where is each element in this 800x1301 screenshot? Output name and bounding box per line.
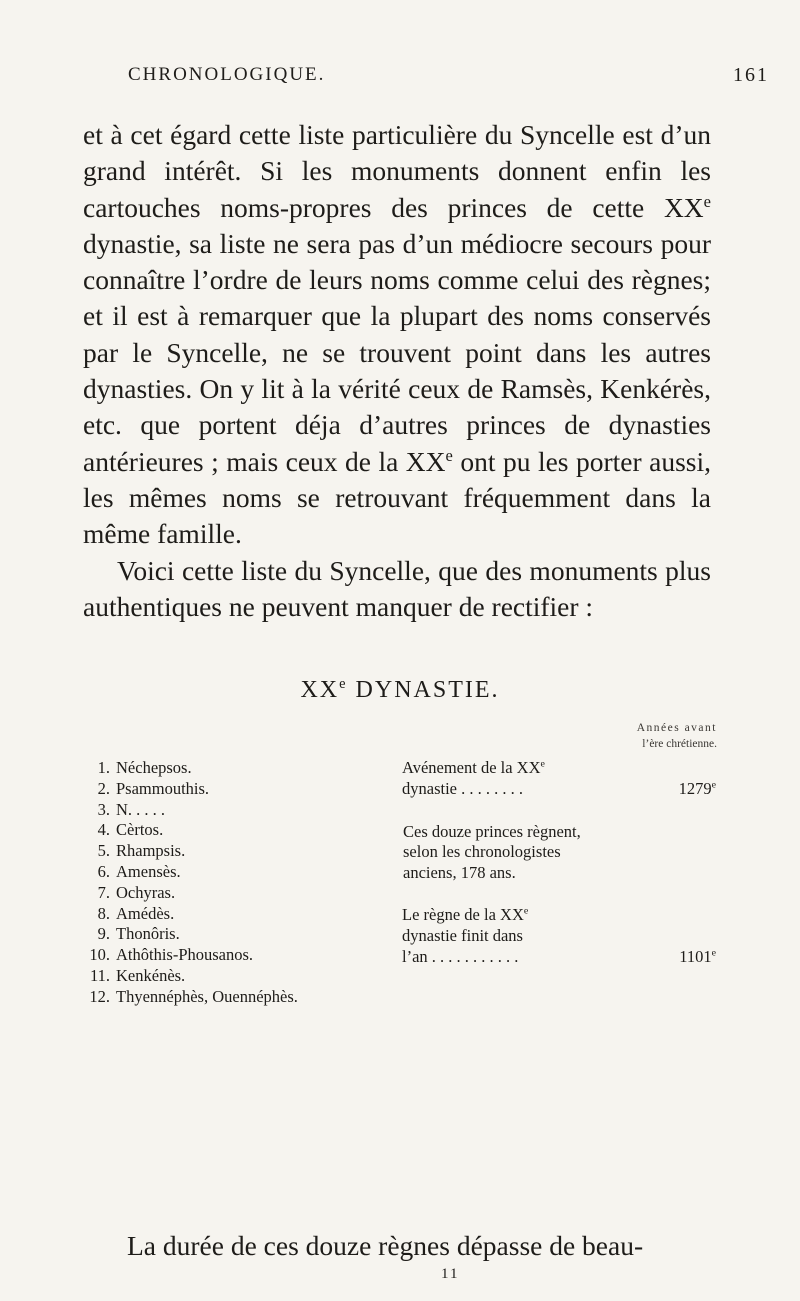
king-name: Ochyras. [116,882,176,902]
king-list-item [74,758,374,779]
king-name: Cèrtos. [116,820,164,840]
king-list-item [74,820,374,841]
paragraph-1-part-a: et à cet égard cette liste particulière du Syncelle est d’un grand intérêt. Si les monuments donnent enfin les cartouches noms-propres des princes de cette XX [83,119,711,223]
king-number: 7. [97,882,110,902]
king-number: 6. [97,861,110,881]
king-name: Rhampsis. [116,841,186,861]
superscript: e [703,191,711,211]
paragraph-2: Voici cette liste du Syncelle, que des monuments plus authentiques ne peuvent manquer de rectifier : [83,554,711,622]
accession-year [679,779,716,800]
superscript: e [540,758,545,770]
dynasty-notes [398,758,716,967]
section-title [0,677,800,704]
page-number: 161 [733,64,769,86]
king-name: N. . . . . [116,799,166,819]
superscript: e [711,779,716,791]
superscript: e [711,947,716,959]
end-line-3: l’an . . . . . . . . . . . [402,946,519,966]
king-number: 8. [97,903,110,923]
accession-year-value: 1279 [678,778,712,798]
running-head: CHRONOLOGIQUE. [128,64,326,85]
king-number: 12. [89,986,110,1006]
end-note [398,905,716,967]
superscript: e [339,676,348,692]
end-year-value: 1101 [679,946,712,966]
reigns-note: Ces douze princes règnent, selon les chronologistes anciens, 178 ans. [403,821,581,882]
king-name: Thyennéphès, Ouennéphès. [116,986,298,1006]
king-number: 5. [97,841,110,861]
king-name: Amédès. [116,903,175,923]
end-line-2: dynastie finit dans [402,925,523,945]
accession-line-1: Avénement de la XX [402,758,541,777]
king-list-item [74,966,374,987]
king-name: Athôthis-Phousanos. [116,945,254,965]
signature-mark: 11 [441,1266,460,1282]
king-list-item [74,924,374,945]
years-header-line-2: l’ère chrétienne. [642,738,717,750]
end-line-1: Le règne de la XX [402,905,524,925]
king-name: Kenkénès. [116,965,186,985]
king-name: Néchepsos. [116,758,192,777]
years-column-header [637,720,717,752]
years-header-line-1: Années avant [636,722,717,734]
king-number: 4. [97,820,110,840]
superscript: e [523,905,529,917]
end-year [679,947,716,968]
paragraph-1-part-b: dynastie, sa liste ne sera pas d’un médiocre secours pour connaître l’ordre de leurs noms comme celui des règnes; et il est à remarquer que la plupart des noms conservés par le Syncelle, ne se trouvent point dans les autres dynasties. On y lit à la vérité ceux de Ramsès, Kenkérès, etc. que portent déja d’autres princes de dynasties antérieures ; mais ceux de la XX [83,227,711,477]
king-number: 9. [97,924,110,944]
section-title-suffix: DYNASTIE. [347,677,500,703]
king-list-item [74,883,374,904]
king-list-item [74,904,374,925]
king-number: 2. [97,778,110,798]
king-list-item [74,945,374,966]
king-list-item [74,779,374,800]
king-list-item [74,862,374,883]
accession-line-2: dynastie . . . . . . . . [402,778,523,798]
accession-note [398,758,716,800]
king-number: 10. [89,945,110,965]
paragraph-1-part-c: ont pu les porter aussi, les mêmes noms se retrouvant fréquemment dans la même famille. [83,445,711,550]
paragraph-1 [83,117,711,553]
kings-list [74,758,374,1008]
king-name: Thonôris. [116,924,180,944]
superscript: e [445,445,453,465]
king-name: Psammouthis. [116,778,210,798]
body-text [83,117,711,625]
king-list-item [74,987,374,1008]
section-title-prefix: XX [300,677,340,703]
continuation-line: La durée de ces douze règnes dépasse de beau- [127,1230,644,1261]
king-number: 3. [97,799,110,819]
king-number: 11. [89,965,110,985]
king-list-item [74,800,374,821]
king-name: Amensès. [116,861,181,881]
king-list-item [74,841,374,862]
king-number: 1. [97,758,110,777]
